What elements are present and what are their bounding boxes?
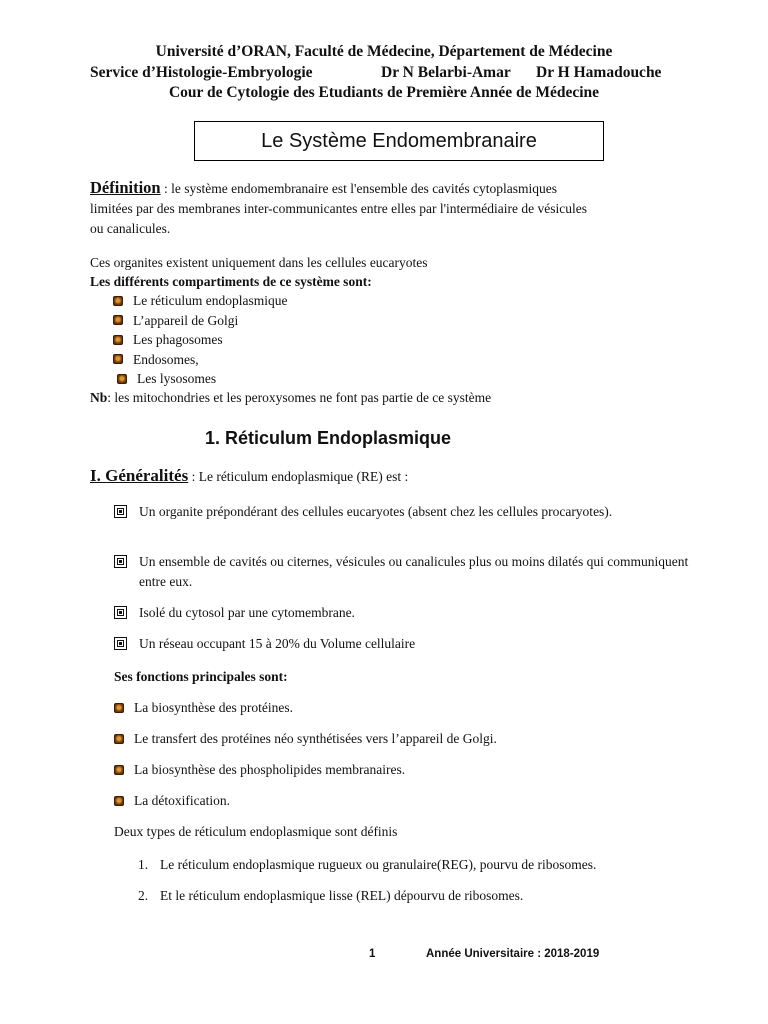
document-title: Le Système Endomembranaire bbox=[194, 121, 604, 161]
header-doctor-1: Dr N Belarbi-Amar bbox=[381, 64, 511, 81]
organites-text: Ces organites existent uniquement dans les cellules eucaryotes bbox=[90, 255, 428, 270]
section-title: 1. Réticulum Endoplasmique bbox=[205, 428, 452, 448]
bullet-icon bbox=[113, 296, 123, 306]
square-bullet-icon bbox=[114, 637, 127, 650]
definition-text-3: ou canalicules. bbox=[90, 221, 171, 236]
definition-paragraph bbox=[90, 178, 690, 239]
nb-text: : les mitochondries et les peroxysomes ne font pas partie de ce système bbox=[107, 390, 492, 405]
bullet-icon bbox=[113, 335, 123, 345]
definition-label: Définition bbox=[90, 178, 161, 197]
nb-note bbox=[90, 388, 690, 408]
list-item: Les phagosomes bbox=[113, 330, 287, 350]
bullet-icon bbox=[117, 374, 127, 384]
square-bullet-icon bbox=[114, 555, 127, 568]
bullet-icon bbox=[113, 315, 123, 325]
list-item: Les lysosomes bbox=[113, 369, 287, 389]
list-item: Le transfert des protéines néo synthétisées vers l’appareil de Golgi. bbox=[114, 729, 497, 749]
header-doctor-2: Dr H Hamadouche bbox=[536, 64, 662, 81]
square-bullet-icon bbox=[114, 606, 127, 619]
compartments-heading: Les différents compartiments de ce système sont: bbox=[90, 274, 372, 289]
header-university: Université d’ORAN, Faculté de Médecine, Département de Médecine bbox=[155, 43, 613, 60]
bullet-icon bbox=[114, 703, 124, 713]
list-item: 1. Le réticulum endoplasmique rugueux ou granulaire(REG), pourvu de ribosomes. bbox=[138, 857, 597, 872]
list-item: Endosomes, bbox=[113, 350, 287, 370]
generalites-label: I. Généralités bbox=[90, 466, 189, 485]
bullet-icon bbox=[114, 734, 124, 744]
generalites-line bbox=[90, 466, 690, 487]
list-item: Le réticulum endoplasmique bbox=[113, 291, 287, 311]
list-item: 2. Et le réticulum endoplasmique lisse (REL) dépourvu de ribosomes. bbox=[138, 888, 524, 903]
types-intro: Deux types de réticulum endoplasmique sont définis bbox=[114, 824, 398, 839]
definition-text-2: limitées par des membranes inter-communicantes entre elles par l'intermédiaire de vésicules bbox=[90, 201, 587, 216]
list-item: La biosynthèse des phospholipides membranaires. bbox=[114, 760, 405, 780]
header-service: Service d’Histologie-Embryologie bbox=[90, 64, 313, 81]
compartments-list bbox=[113, 291, 287, 389]
document-page: Université d’ORAN, Faculté de Médecine, Département de Médecine Service d’Histologie-Embryologie Dr N Belarbi-Amar Dr H Hamadouche Cour de Cytologie des Etudiants de Première Année de Médecine Le Système Endomembranaire Définition : le système endomembranaire est l'ensemble des cavités cytoplasmiques limitées par des membranes inter-communicantes entre elles par l'intermédiaire de vésicules ou canalicules. Ces organites existent uniquement dans les cellules eucaryotes Les différents compartiments de ce système sont: Le réticulum endoplasmique L’appareil de Golgi Les phagosomes Endosomes, Les lysosomes Nb: les mitochondries et les peroxysomes ne font pas partie de ce système 1. Réticulum Endoplasmique I. Généralités : Le réticulum endoplasmique (RE) est : Un organite prépondérant des cellules eucaryotes (absent chez les cellules procaryotes). Un ensemble de cavités ou citernes, vésicules ou canalicules plus ou moins dilatés qui communiquent entre eux. Isolé du cytosol par une cytomembrane. Un réseau occupant 15 à 20% du Volume cellulaire Ses fonctions principales sont: La biosynthèse des protéines. Le transfert des protéines néo synthétisées vers l’appareil de Golgi. La biosynthèse des phospholipides membranaires. La détoxification. Deux types de réticulum endoplasmique sont définis 1. Le réticulum endoplasmique rugueux ou granulaire(REG), pourvu de ribosomes. 2. Et le réticulum endoplasmique lisse (REL) dépourvu de ribosomes. 1 Année Universitaire : 2018-2019 bbox=[0, 0, 768, 1024]
functions-heading: Ses fonctions principales sont: bbox=[114, 669, 288, 684]
bullet-icon bbox=[113, 354, 123, 364]
list-item: L’appareil de Golgi bbox=[113, 311, 287, 331]
generalites-text: : Le réticulum endoplasmique (RE) est : bbox=[188, 469, 409, 484]
header-course: Cour de Cytologie des Etudiants de Première Année de Médecine bbox=[168, 84, 600, 101]
list-item: La biosynthèse des protéines. bbox=[114, 698, 293, 718]
page-number: 1 bbox=[369, 948, 376, 960]
bullet-icon bbox=[114, 796, 124, 806]
square-bullet-icon bbox=[114, 505, 127, 518]
nb-label: Nb bbox=[90, 390, 108, 405]
list-item: La détoxification. bbox=[114, 791, 230, 811]
bullet-icon bbox=[114, 765, 124, 775]
academic-year: Année Universitaire : 2018-2019 bbox=[426, 948, 600, 960]
definition-text-1: : le système endomembranaire est l'ensemble des cavités cytoplasmiques bbox=[160, 181, 558, 196]
